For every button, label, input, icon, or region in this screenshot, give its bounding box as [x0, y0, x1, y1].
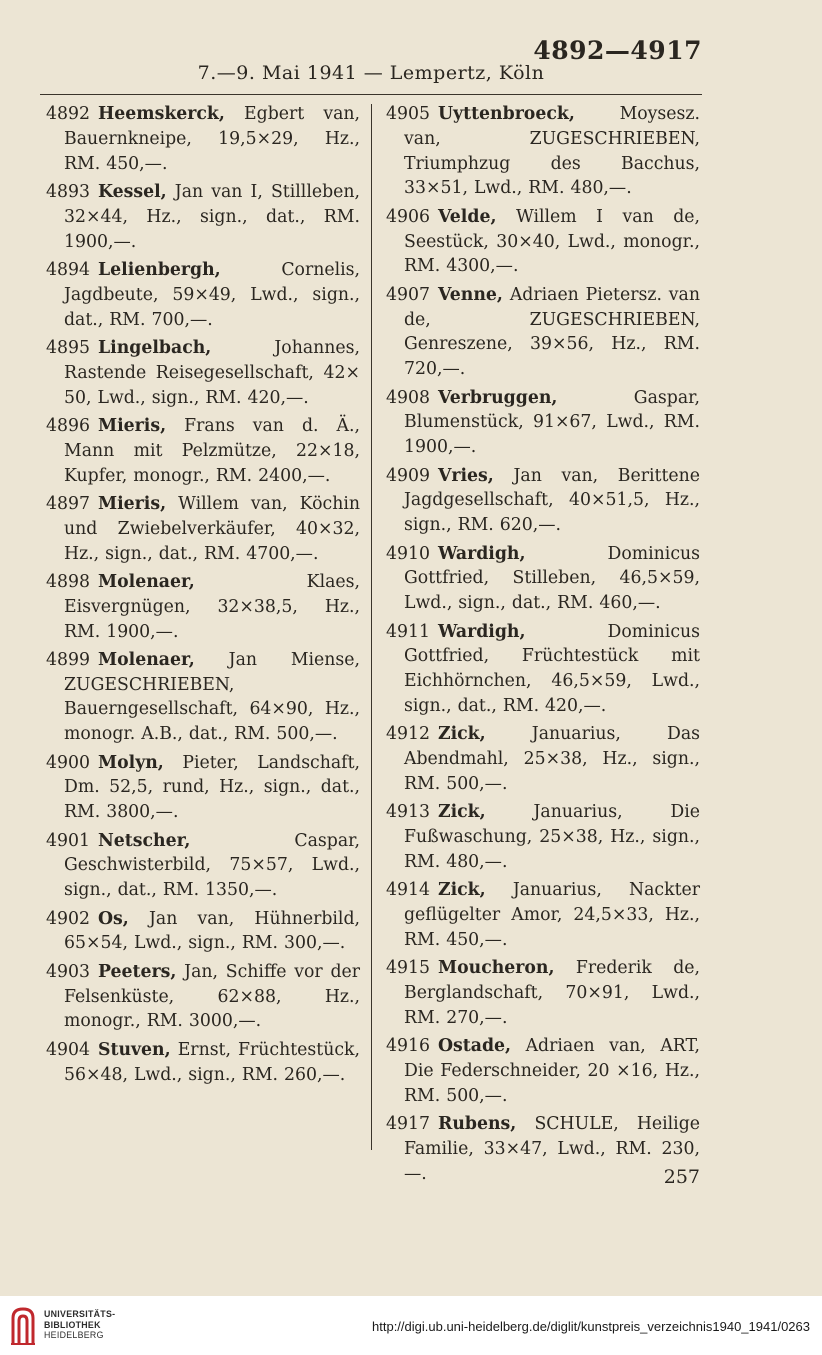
lot-number: 4909	[386, 465, 430, 486]
lot-description: Frans van d. Ä., Mann mit Pelzmütze, 22×18, Kupfer, monogr., RM. 2400,—.	[64, 415, 361, 486]
artist-name: Molenaer,	[97, 649, 195, 670]
lot-entry	[386, 386, 700, 460]
lot-entry	[46, 414, 360, 488]
lot-number: 4913	[386, 802, 430, 823]
lot-description: Jan, Schiffe vor der Felsenküste, 62×88, Hz., monogr., RM. 3000,—.	[64, 961, 360, 1032]
lot-description: Januarius, Nackter geflügelter Amor, 24,5×33, Hz., RM. 450,—.	[404, 880, 701, 950]
library-name-line: HEIDELBERG	[44, 1330, 104, 1340]
artist-name: Velde,	[437, 206, 497, 227]
heidelberg-library-logo-icon[interactable]	[10, 1306, 36, 1346]
lot-entry	[386, 464, 700, 538]
lot-entry	[386, 878, 700, 952]
lot-description: Cornelis, Jagdbeute, 59×49, Lwd., sign., dat., RM. 700,—.	[64, 259, 360, 330]
lot-entry	[46, 492, 360, 566]
lot-entry	[386, 542, 700, 616]
lot-description: SCHULE, Heilige Familie, 33×47, Lwd., RM. 230,—.	[404, 1114, 700, 1184]
lot-entry	[386, 1112, 700, 1186]
lot-entry	[46, 648, 360, 747]
lot-entry	[386, 800, 700, 874]
lot-number: 4900	[46, 752, 90, 773]
lot-description: Egbert van, Bauernkneipe, 19,5×29, Hz., RM. 450,—.	[64, 104, 361, 174]
lot-number: 4895	[46, 337, 90, 358]
artist-name: Stuven,	[97, 1039, 171, 1060]
lot-description: Dominicus Gottfried, Früchtestück mit Eichhörnchen, 46,5×59, Lwd., sign., dat., RM. 420,—.	[404, 621, 700, 716]
column-divider	[371, 104, 372, 1150]
artist-name: Molenaer,	[97, 571, 195, 592]
lot-number: 4911	[386, 621, 430, 642]
lot-description: Caspar, Geschwisterbild, 75×57, Lwd., sign., dat., RM. 1350,—.	[64, 830, 360, 901]
lot-number: 4899	[46, 649, 90, 670]
lot-description: Jan van, Hühnerbild, 65×54, Lwd., sign., RM. 300,—.	[64, 908, 361, 954]
lot-description: Adriaen van, ART, Die Federschneider, 20 ×16, Hz., RM. 500,—.	[404, 1036, 700, 1106]
lot-number: 4903	[46, 961, 90, 982]
artist-name: Rubens,	[437, 1114, 517, 1135]
lot-entry	[46, 1038, 360, 1088]
lot-description: Moysesz. van, ZUGESCHRIEBEN, Triumphzug des Bacchus, 33×51, Lwd., RM. 480,—.	[404, 104, 700, 199]
lot-description: Jan van, Berittene Jagdgesellschaft, 40×51,5, Hz., sign., RM. 620,—.	[404, 465, 700, 536]
lot-number: 4910	[386, 543, 430, 564]
library-name-line: BIBLIOTHEK	[44, 1319, 101, 1330]
library-name-line: UNIVERSITÄTS-	[44, 1309, 116, 1319]
library-name	[44, 1309, 115, 1341]
lot-description: Pieter, Landschaft, Dm. 52,5, rund, Hz., sign., dat., RM. 3800,—.	[64, 752, 361, 823]
lot-number: 4904	[46, 1039, 90, 1060]
artist-name: Os,	[97, 908, 129, 929]
lot-number: 4906	[386, 206, 430, 227]
lot-number: 4896	[46, 415, 90, 436]
lot-number: 4901	[46, 830, 90, 851]
lot-entry	[46, 180, 360, 254]
artist-name: Wardigh,	[437, 543, 526, 564]
lot-entry	[46, 258, 360, 332]
artist-name: Vries,	[437, 465, 494, 486]
lot-description: Ernst, Früchtestück, 56×48, Lwd., sign., RM. 260,—.	[64, 1039, 360, 1085]
artist-name: Ostade,	[437, 1036, 512, 1057]
lot-description: Jan van I, Stillleben, 32×44, Hz., sign., dat., RM. 1900,—.	[64, 181, 360, 252]
artist-name: Wardigh,	[437, 621, 526, 642]
lot-number: 4905	[386, 104, 430, 124]
lot-entry	[386, 620, 700, 719]
lot-entry	[46, 907, 360, 957]
lot-entry	[46, 102, 360, 176]
lot-number: 4908	[386, 387, 430, 408]
lot-description: Willem I van de, Seestück, 30×40, Lwd., monogr., RM. 4300,—.	[404, 206, 701, 277]
lot-entry	[386, 205, 700, 279]
artist-name: Zick,	[437, 724, 486, 745]
lot-number: 4916	[386, 1036, 430, 1057]
lot-number: 4902	[46, 908, 90, 929]
artist-name: Mieris,	[97, 493, 167, 514]
lot-entry	[386, 956, 700, 1030]
lot-number: 4907	[386, 284, 430, 305]
lot-number: 4892	[46, 104, 90, 124]
lot-entry	[386, 1034, 700, 1108]
lot-number: 4894	[46, 259, 90, 280]
lot-entry	[46, 829, 360, 903]
artist-name: Mieris,	[97, 415, 167, 436]
lot-number: 4912	[386, 724, 430, 745]
artist-name: Moucheron,	[437, 958, 555, 979]
lot-range-header: 4892—4917	[533, 36, 702, 65]
lot-description: Klaes, Eisvergnügen, 32×38,5, Hz., RM. 1900,—.	[64, 571, 360, 642]
artist-name: Heemskerck,	[97, 104, 225, 124]
artist-name: Zick,	[437, 802, 486, 823]
lot-description: Januarius, Das Abendmahl, 25×38, Hz., sign., RM. 500,—.	[404, 724, 700, 794]
viewer-footer	[0, 1296, 822, 1355]
header-rule	[40, 94, 702, 95]
lot-description: Dominicus Gottfried, Stilleben, 46,5×59, Lwd., sign., dat., RM. 460,—.	[404, 543, 700, 614]
lot-description: Willem van, Köchin und Zwiebelverkäufer, 40×32, Hz., sign., dat., RM. 4700,—.	[64, 493, 360, 564]
artist-name: Molyn,	[97, 752, 164, 773]
right-column	[386, 102, 700, 1190]
lot-entry	[386, 102, 700, 201]
page-number: 257	[663, 1166, 700, 1188]
lot-number: 4914	[386, 880, 430, 901]
lot-description: Johannes, Rastende Reisegesellschaft, 42× 50, Lwd., sign., RM. 420,—.	[64, 337, 360, 408]
lot-number: 4897	[46, 493, 90, 514]
artist-name: Lingelbach,	[97, 337, 212, 358]
artist-name: Kessel,	[97, 181, 167, 202]
lot-description: Frederik de, Berglandschaft, 70×91, Lwd., RM. 270,—.	[404, 958, 700, 1028]
artist-name: Netscher,	[97, 830, 191, 851]
lot-description: Januarius, Die Fußwaschung, 25×38, Hz., sign., RM. 480,—.	[404, 802, 700, 872]
running-title: 7.—9. Mai 1941 — Lempertz, Köln	[197, 62, 545, 84]
lot-description: Adriaen Pietersz. van de, ZUGESCHRIEBEN, Genreszene, 39×56, Hz., RM. 720,—.	[404, 284, 700, 380]
lot-entry	[386, 283, 700, 382]
permalink-url[interactable]: http://digi.ub.uni-heidelberg.de/diglit/kunstpreis_verzeichnis1940_1941/0263	[372, 1319, 810, 1334]
artist-name: Peeters,	[97, 961, 177, 982]
lot-entry	[46, 960, 360, 1034]
artist-name: Verbruggen,	[437, 387, 558, 408]
lot-entry	[46, 336, 360, 410]
lot-number: 4893	[46, 181, 90, 202]
lot-description: Jan Miense, ZUGESCHRIEBEN, Bauerngesellschaft, 64×90, Hz., monogr. A.B., dat., RM. 500,—.	[64, 649, 360, 745]
left-column	[46, 102, 360, 1091]
lot-entry	[386, 722, 700, 796]
artist-name: Zick,	[437, 880, 486, 901]
lot-number: 4917	[386, 1114, 430, 1135]
lot-entry	[46, 570, 360, 644]
lot-description: Gaspar, Blumenstück, 91×67, Lwd., RM. 1900,—.	[404, 387, 700, 458]
artist-name: Lelienbergh,	[97, 259, 221, 280]
lot-number: 4898	[46, 571, 90, 592]
artist-name: Venne,	[437, 284, 503, 305]
lot-number: 4915	[386, 958, 430, 979]
artist-name: Uyttenbroeck,	[437, 104, 575, 124]
lot-entry	[46, 751, 360, 825]
